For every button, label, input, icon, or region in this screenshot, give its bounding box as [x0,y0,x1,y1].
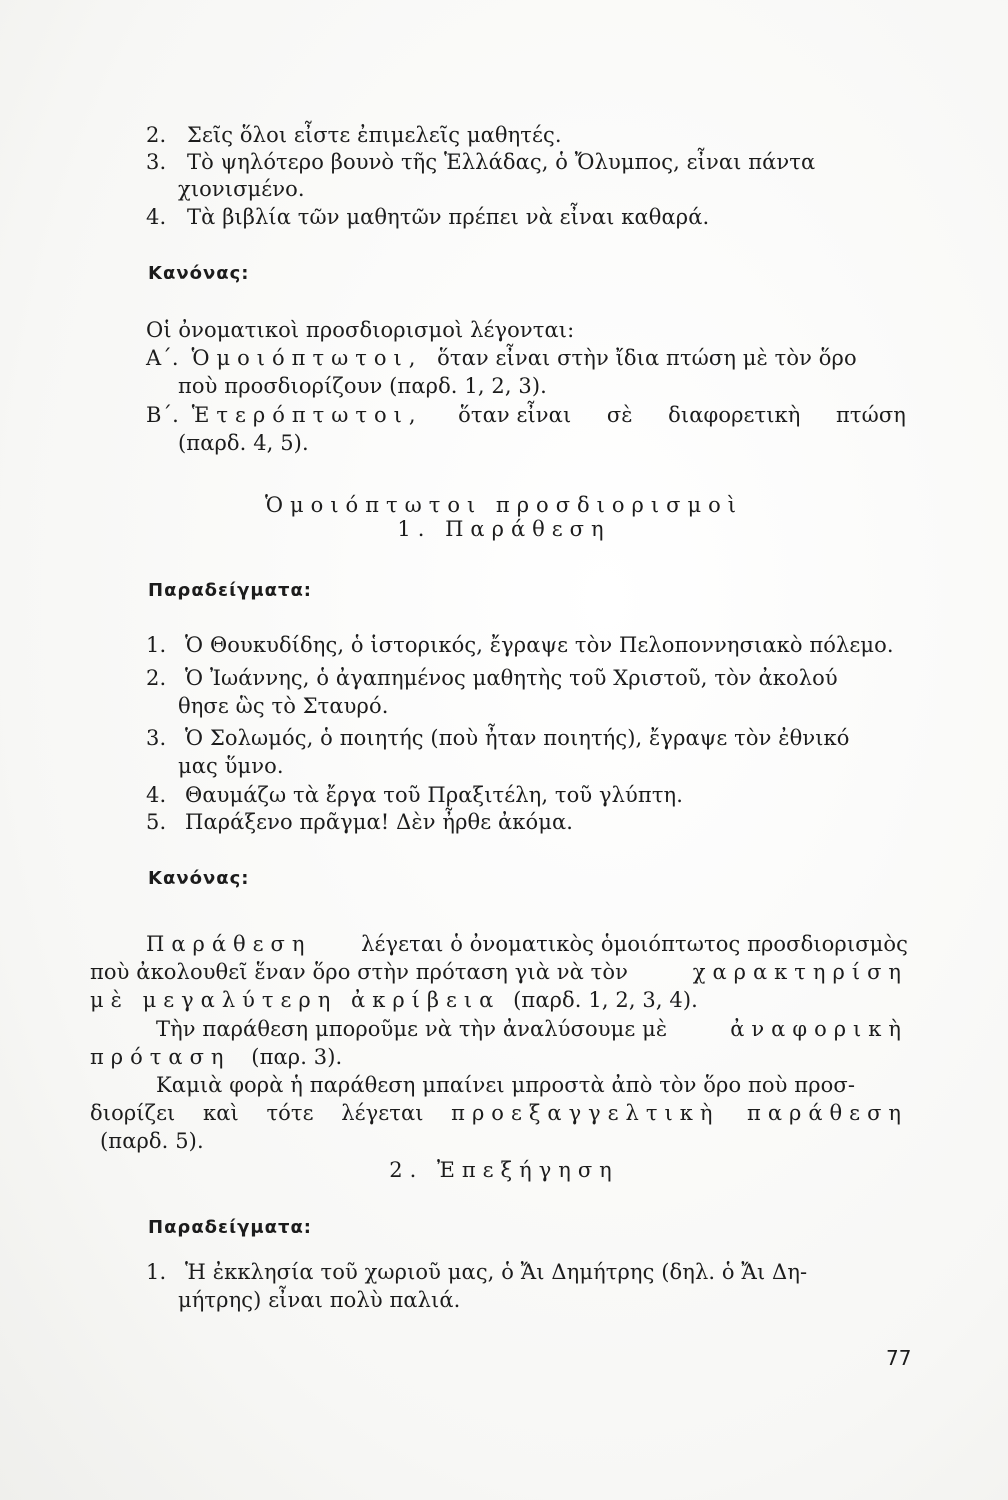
section-title: Ὁμοιόπτωτοι προσδιορισμοὶ [264,493,743,517]
rule-item-b-continuation: (παρδ. 4, 5). [178,431,309,455]
rule-intro: Οἱ ὀνοματικοὶ προσδιορισμοὶ λέγονται: [146,318,575,342]
example-item: 5. Παράξενο πρᾶγμα! Δὲν ἦρθε ἀκόμα. [146,810,574,834]
example-item-continuation: μήτρης) εἶναι πολὺ παλιά. [178,1288,461,1312]
rule-item-a: Α΄. Ὁμοιόπτωτοι, ὅταν εἶναι στὴν ἴδια πτώση μὲ τὸν ὅρο [146,346,857,370]
example-item-continuation: μας ὕμνο. [178,754,284,778]
rule-heading: Κανόνας: [148,868,250,889]
rule-paragraph-line: ποὺ ἀκολουθεῖ ἕναν ὅρο στὴν πρόταση γιὰ νὰ τὸν χαρακτηρίση [90,960,908,984]
rule-paragraph-line: διορίζει καὶ τότε λέγεται προεξαγγελτικὴ παράθεση [90,1101,908,1125]
rule-item-a-continuation: ποὺ προσδιορίζουν (παρδ. 1, 2, 3). [178,374,547,398]
subsection-title: 2. Ἐπεξήγηση [389,1158,619,1182]
example-item: 1. Ἡ ἐκκλησία τοῦ χωριοῦ μας, ὁ Ἄι Δημήτρης (δηλ. ὁ Ἄι Δη- [146,1260,808,1284]
example-item: 3. Ὁ Σολωμός, ὁ ποιητής (ποὺ ἦταν ποιητής), ἔγραψε τὸν ἐθνικό [146,726,850,750]
list-item-continuation: χιονισμένο. [178,177,305,201]
list-item: 2. Σεῖς ὅλοι εἶστε ἐπιμελεῖς μαθητές. [146,123,562,147]
rule-paragraph-line: πρόταση (παρ. 3). [90,1045,343,1069]
subsection-title: 1. Παράθεση [397,517,611,541]
rule-item-b: Β΄. Ἑτερόπτωτοι, ὅταν εἶναι σὲ διαφορετικὴ πτώση [146,403,906,427]
rule-paragraph: Παράθεση λέγεται ὁ ὀνοματικὸς ὁμοιόπτωτος προσδιορισμὸς [146,932,908,956]
rule-paragraph-line: μὲ μεγαλύτερη ἀκρίβεια (παρδ. 1, 2, 3, 4). [90,988,698,1012]
example-item: 2. Ὁ Ἰωάννης, ὁ ἀγαπημένος μαθητὴς τοῦ Χριστοῦ, τὸν ἀκολού [146,666,838,690]
page-number: 77 [886,1346,912,1370]
example-item: 1. Ὁ Θουκυδίδης, ὁ ἱστορικός, ἔγραψε τὸν Πελοποννησιακὸ πόλεμο. [146,633,894,657]
list-item: 4. Τὰ βιβλία τῶν μαθητῶν πρέπει νὰ εἶναι καθαρά. [146,205,710,229]
rule-paragraph: Καμιὰ φορὰ ἡ παράθεση μπαίνει μπροστὰ ἀπὸ τὸν ὅρο ποὺ προσ- [156,1073,856,1097]
rule-paragraph-line: (παρδ. 5). [100,1129,204,1153]
list-item: 3. Τὸ ψηλότερο βουνὸ τῆς Ἑλλάδας, ὁ Ὄλυμπος, εἶναι πάντα [146,150,816,174]
examples-heading: Παραδείγματα: [148,580,313,601]
examples-heading: Παραδείγματα: [148,1217,313,1238]
rule-heading: Κανόνας: [148,263,250,284]
rule-paragraph: Τὴν παράθεση μποροῦμε νὰ τὴν ἀναλύσουμε μὲ ἀναφορικὴ [156,1017,908,1041]
example-item-continuation: θησε ὣς τὸ Σταυρό. [178,694,389,718]
example-item: 4. Θαυμάζω τὰ ἔργα τοῦ Πραξιτέλη, τοῦ γλύπτη. [146,783,683,807]
